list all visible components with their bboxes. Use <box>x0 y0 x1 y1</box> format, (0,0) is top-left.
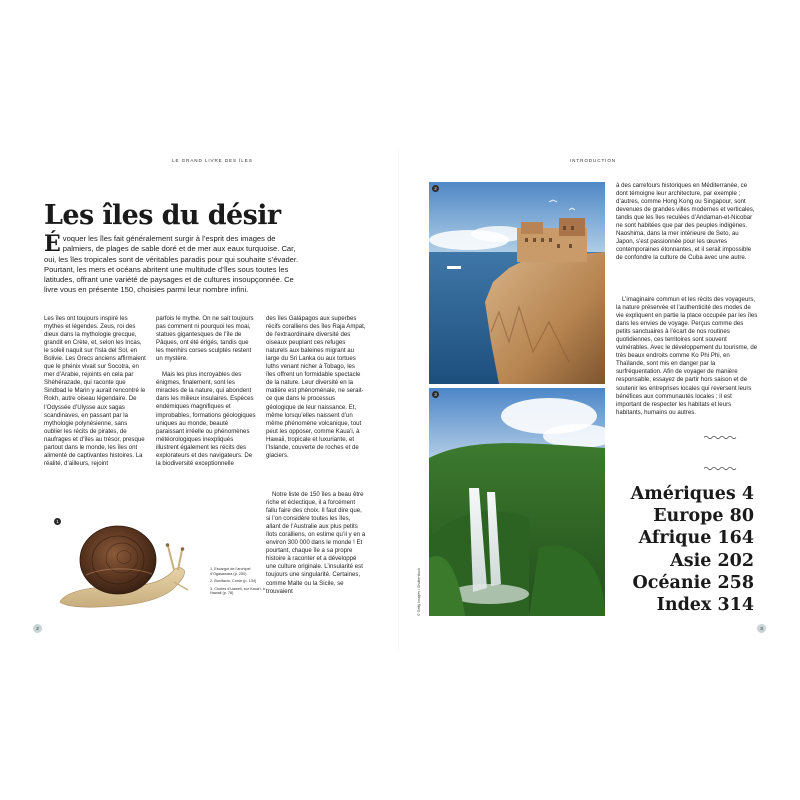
wave-ornament-icon <box>704 435 738 440</box>
running-header-left: LE GRAND LIVRE DES ÎLES <box>172 158 253 163</box>
toc-page: 314 <box>717 595 754 616</box>
caption-2: 2. Bonifacio, Corse (p. 134) <box>210 579 257 584</box>
toc-page: 202 <box>717 550 754 571</box>
body-paragraph: Mais les plus incroyables des énigmes, finalement, sont les miracles de la nature, qui abondent dans les milieux insulaires. Espèces endémiques magnifiques et improbables, formations géologiques uniques au monde, beauté paraissant irréelle ou phénomènes météorologiques inexpliqués illustrent également les récits des explorateurs et des navigateurs. De la biodiversité exceptionnelle <box>156 371 256 467</box>
photo-waterfall <box>429 388 605 616</box>
running-header-right: INTRODUCTION <box>570 158 617 163</box>
figure-captions <box>210 567 266 599</box>
snail-illustration <box>56 520 196 612</box>
toc-label: Index <box>656 595 712 616</box>
body-paragraph: Les îles ont toujours inspiré les mythes et légendes. Zeus, roi des dieux dans la mythologie grecque, grandit en Crète, et, selon les Incas, le soleil naquit sur l’Isla del Sol, en Bolivie. Les Grecs anciens affirmaient que le phénix vivait sur Socotra, en mer d’Arabie, rejoints en cela par Shéhérazade, qui raconte que Sindbad le Marin y aurait rencontré le Rokh, autre oiseau légendaire. De l’Odyssée d’Ulysse aux sagas scandinaves, en passant par la mythologie polynésienne, sans oublier les récits de pirates, de naufrages et d’îles au trésor, presque partout dans le monde, les îles ont alimenté de captivantes histoires. La réalité, d’ailleurs, rejoint <box>44 315 146 467</box>
body-paragraph: parfois le mythe. On ne sait toujours pas comment ni pourquoi les moai, statues gigantesques de l’île de Pâques, ont été érigés, tandis que les menhirs corses sculptés restent un mystère. <box>156 315 254 363</box>
body-paragraph: L’imaginaire commun et les récits des voyageurs, la nature préservée et l’authenticité des modes de vie expliquent en partie la place occupée par les îles dans les envies de voyage. Perçus comme des petits sanctuaires à l’écart de nos routines quotidiennes, ces territoires sont souvent vulnérables. Avec le développement du tourisme, de très beaux endroits comme Ko Phi Phi, en Thaïlande, sont mis en danger par la surfréquentation. Afin de voyager de manière responsable, essayez de partir hors saison et de soutenir les entreprises locales qui reversent leurs bénéfices aux communautés locales ; il est important de respecter les habitats et leurs habitants, humains ou autres. <box>616 296 758 416</box>
page-number-right: 3 <box>757 624 766 633</box>
toc-label: Océanie <box>632 572 712 593</box>
body-paragraph: Notre liste de 150 îles a beau être riche et éclectique, il a forcément fallu faire des choix. Il faut dire que, si l’on considère toutes les îles, allant de l’Australie aux plus petits îlots coralliens, on estime qu’il y en a environ 300 000 dans le monde ! Et pourtant, chaque île a sa propre histoire à raconter et a développé une culture originale. L’insularité est toujours une singularité. Certaines, comme Malte ou la Sicile, se trouvaient <box>266 491 366 595</box>
photo-credit: © Getty Images / Shutterstock <box>417 568 421 616</box>
body-column-3-continued <box>266 491 366 596</box>
body-column-4-continued <box>616 296 758 417</box>
caption-1: 1. Escargot de l’archipel d’Ogasawara (p. 250) <box>210 567 251 576</box>
toc-page: 164 <box>717 528 754 549</box>
body-column-1 <box>44 315 146 468</box>
toc-label: Afrique <box>638 528 712 549</box>
toc-label: Europe <box>653 506 724 527</box>
toc-page: 258 <box>717 572 754 593</box>
toc-page: 4 <box>741 484 754 504</box>
drop-cap: É <box>44 231 61 257</box>
figure-number-badge: 2 <box>432 185 439 192</box>
toc-label: Asie <box>670 550 712 571</box>
intro-text: voquer les îles fait généralement surgir à l’esprit des images de palmiers, de plages de sable doré et de mer aux eaux turquoise. Car, oui, les îles tropicales sont de véritables paradis pour qui souhaite s’évader. Pourtant, les mers et océans abritent une multitude d’îles sous toutes les latitudes, offrant une variété de paysages et de cultures insoupçonnée. Ce livre vous en présente 150, choisies parmi leur nombre infini. <box>44 234 299 295</box>
toc-entry[interactable] <box>631 527 754 549</box>
figure-number-badge: 1 <box>54 518 61 525</box>
page-title: Les îles du désir <box>44 200 281 231</box>
toc-entry[interactable] <box>631 505 754 527</box>
page-number-left: 2 <box>33 624 42 633</box>
body-column-4 <box>616 182 758 262</box>
table-of-contents <box>631 483 754 616</box>
toc-entry[interactable] <box>631 594 754 616</box>
wave-ornament-icon <box>704 466 738 471</box>
body-column-2 <box>156 315 256 468</box>
intro-paragraph <box>44 231 306 296</box>
caption-3: 3. Chutes d’Uaweli, sur Kaua’i, à Hawaii (p. 78) <box>210 586 265 596</box>
toc-label: Amériques <box>630 484 736 504</box>
toc-entry[interactable] <box>631 483 754 505</box>
body-column-3 <box>266 315 366 460</box>
body-paragraph: des îles Galápagos aux superbes récifs coralliens des îles Raja Ampat, de l’extraordinaire diversité des oiseaux peuplant ces refuges naturels aux baleines migrant au large du Sri Lanka ou aux tortues luths venant nicher à Tobago, les îles offrent un formidable spectacle de la nature. Leur diversité en la matière est phénoménale, ne serait-ce que dans le processus géologique de leur naissance. Et, même lorsqu’elles naissent d’un même phénomène volcanique, tout peut les opposer, comme Kaua’i, à Hawaii, tropicale et luxuriante, et l’Islande, couverte de roches et de glaciers. <box>266 315 366 459</box>
waterfall-image <box>429 388 605 616</box>
photo-bonifacio <box>429 182 605 384</box>
toc-entry[interactable] <box>631 572 754 594</box>
toc-page: 80 <box>729 506 754 527</box>
toc-entry[interactable] <box>631 550 754 572</box>
cliff-town-image <box>429 182 605 384</box>
gutter-shadow <box>398 150 399 650</box>
body-paragraph: à des carrefours historiques en Méditerranée, ce dont témoigne leur architecture, par exemple ; d’autres, comme Hong Kong ou Singapour, sont devenues de grandes villes modernes et verticales, tandis que les îles reculées d’Andaman-et-Nicobar ne sont habitées que par des peuples indigènes. Naoshima, dans la mer intérieure de Seto, au Japon, s’est passionnée pour les œuvres contemporaines étonnantes, et il serait impossible de confondre la culture de Cuba avec une autre. <box>616 182 755 262</box>
figure-number-badge: 3 <box>432 391 439 398</box>
